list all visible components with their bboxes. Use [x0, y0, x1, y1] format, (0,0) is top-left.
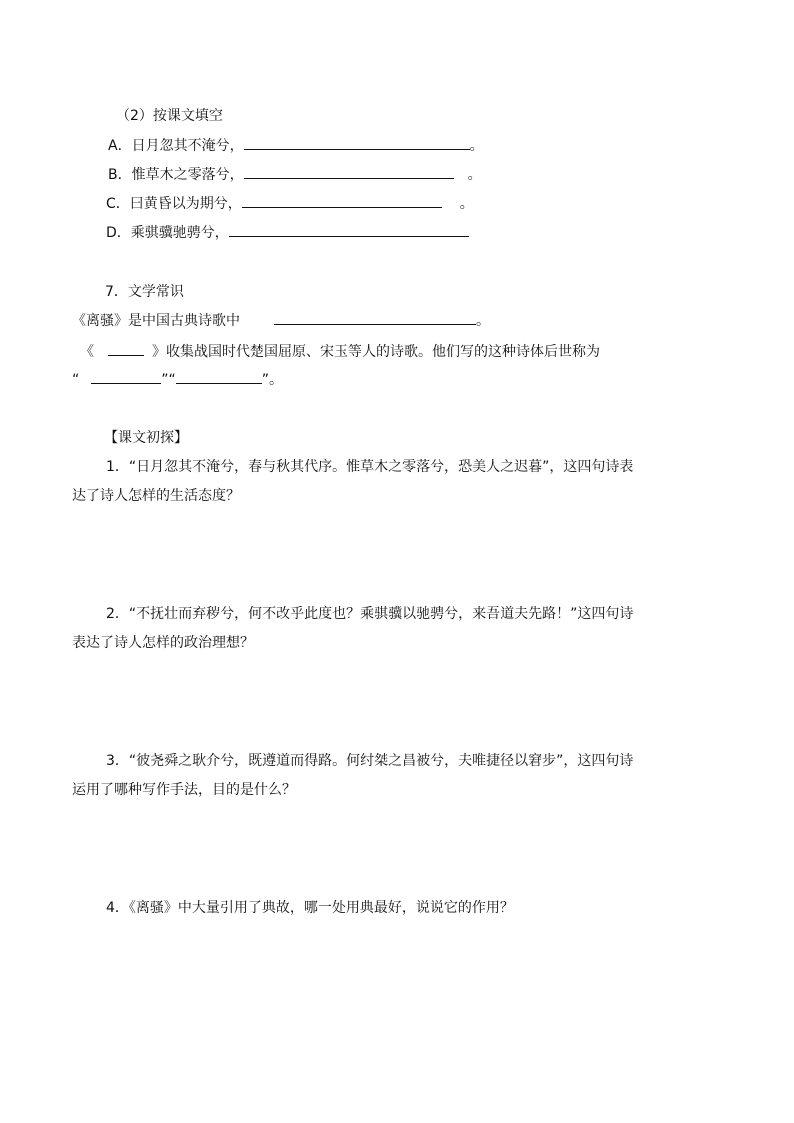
literature-line-2-open: 《 — [80, 344, 94, 360]
fill-blank-heading: （2）按课文填空 — [116, 108, 223, 124]
literature-answer-blank-1[interactable] — [274, 310, 476, 325]
literature-line-1 — [72, 310, 490, 331]
fill-blank-item-d — [106, 222, 469, 243]
literature-line-1-suffix: 。 — [476, 313, 490, 329]
question-3-line-1: 3．“彼尧舜之耿介兮，既遵道而得路。何纣桀之昌被兮，夫唯捷径以窘步”，这四句诗 — [106, 753, 634, 769]
question-1-line-1: 1．“日月忽其不淹兮，春与秋其代序。惟草木之零落兮，恐美人之迟暮”，这四句诗表 — [106, 459, 634, 475]
question-3-line-2: 运用了哪种写作手法，目的是什么？ — [72, 782, 296, 798]
literature-answer-blank-3[interactable] — [91, 369, 161, 384]
question-4-line-1: 4．《离骚》中大量引用了典故，哪一处用典最好，说说它的作用？ — [106, 900, 514, 916]
item-a-answer-blank[interactable] — [244, 135, 470, 150]
item-c-suffix: 。 — [459, 196, 474, 212]
question-2-line-2: 表达了诗人怎样的政治理想？ — [72, 635, 254, 651]
literature-line-2-close: 》收集战国时代楚国屈原、宋玉等人的诗歌。他们写的这种诗体后世称为 — [152, 344, 600, 360]
fill-blank-item-c — [106, 193, 474, 214]
item-b-suffix: 。 — [467, 167, 482, 183]
item-b-prefix: B．惟草木之零落兮， — [108, 167, 244, 183]
question-1-line-2: 达了诗人怎样的生活态度？ — [72, 488, 240, 504]
item-d-prefix: D．乘骐骥驰骋兮， — [106, 225, 229, 241]
literature-line-3-close: ”。 — [261, 372, 284, 388]
explore-heading: 【课文初探】 — [104, 430, 188, 446]
item-d-answer-blank[interactable] — [229, 222, 469, 237]
item-c-prefix: C．曰黄昏以为期兮， — [106, 196, 242, 212]
item-c-answer-blank[interactable] — [242, 193, 442, 208]
fill-blank-item-b — [108, 164, 482, 185]
item-b-answer-blank[interactable] — [244, 164, 454, 179]
literature-answer-blank-4[interactable] — [176, 369, 262, 384]
literature-line-3-mid: ”“ — [161, 372, 176, 388]
literature-line-1-prefix: 《离骚》是中国古典诗歌中 — [72, 313, 240, 329]
literature-line-2 — [80, 341, 600, 362]
literature-line-3-open: “ — [72, 372, 80, 388]
literature-heading: 7．文学常识 — [105, 284, 184, 300]
item-a-suffix: 。 — [469, 138, 484, 154]
item-a-prefix: A．日月忽其不淹兮， — [108, 138, 244, 154]
literature-answer-blank-2[interactable] — [108, 341, 144, 356]
question-2-line-1: 2．“不抚壮而弃秽兮，何不改乎此度也？乘骐骥以驰骋兮，来吾道夫先路！”这四句诗 — [106, 606, 634, 622]
literature-line-3 — [72, 369, 283, 390]
fill-blank-item-a — [108, 135, 484, 156]
